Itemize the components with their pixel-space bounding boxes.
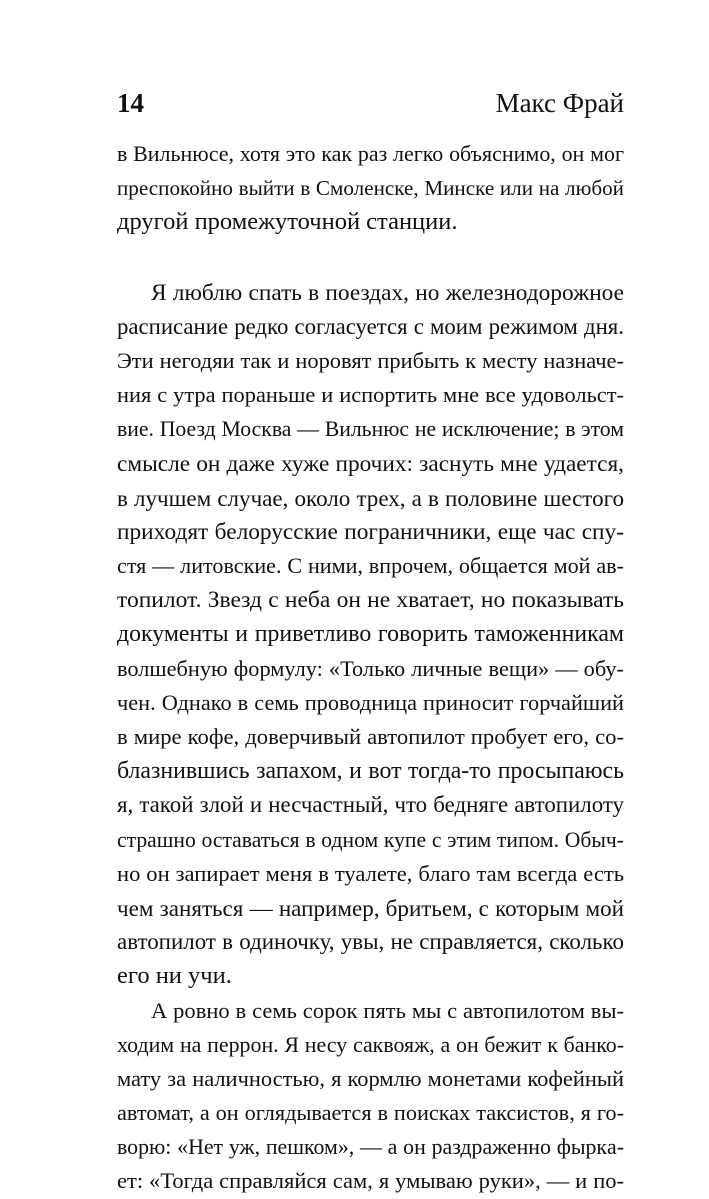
text-line: страшно оставаться в одном купе с этим типом. Обыч- — [117, 827, 624, 852]
page-header — [117, 86, 624, 120]
text-line: расписание редко согласуется с моим режимом дня. — [117, 313, 624, 339]
text-line: но он запирает меня в туалете, благо там всегда есть — [117, 860, 624, 886]
text-line: документы и приветливо говорить таможенникам — [117, 621, 624, 648]
paragraph-1 — [117, 137, 624, 240]
text-line: другой промежуточной станции. — [117, 208, 458, 236]
text-line: в мире кофе, доверчивый автопилот пробует его, со- — [117, 724, 624, 749]
text-line: я, такой злой и несчастный, что бедняге автопилоту — [117, 792, 624, 818]
text-line: в лучшем случае, около трех, а в половине шестого — [117, 484, 624, 511]
paragraph-3 — [117, 994, 624, 1199]
running-head-author: Макс Фрай — [495, 88, 624, 118]
text-line: приходят белорусские пограничники, еще час спу- — [117, 518, 624, 545]
text-line: Я люблю спать в поездах, но железнодорожное — [151, 279, 624, 306]
text-line: смысле он даже хуже прочих: заснуть мне удается, — [117, 450, 624, 477]
paragraph-2 — [117, 276, 624, 994]
text-line: чен. Однако в семь проводница приносит горчайший — [117, 689, 624, 715]
text-line: автопилот в одиночку, увы, не справляется, сколько — [117, 929, 624, 955]
text-line: волшебную формулу: «Только личные вещи» — обу- — [117, 655, 624, 681]
text-line: ворю: «Нет уж, пешком», — а он раздраженно фыркa- — [117, 1135, 624, 1160]
body-text — [117, 137, 624, 1199]
text-line: ния с утра пораньше и испортить мне все удовольст- — [117, 382, 624, 408]
text-line: автомат, а он оглядывается в поисках таксистов, я го- — [117, 1100, 624, 1126]
section-break — [117, 240, 624, 276]
text-line: А ровно в семь сорок пять мы с автопилотом вы- — [151, 997, 624, 1023]
text-line: мату за наличностью, я кормлю монетами кофейный — [117, 1065, 624, 1091]
text-line: чем заняться — например, бритьем, с которым мой — [117, 894, 624, 921]
text-line: его ни учи. — [117, 962, 232, 990]
text-line: ет: «Тогда справляйся сам, я умываю руки», — и по- — [117, 1168, 624, 1194]
text-line: ходим на перрон. Я несу саквояж, а он бежит к банко- — [117, 1031, 624, 1057]
text-line: вие. Поезд Москва — Вильнюс не исключение; в этом — [117, 417, 624, 442]
text-line: Эти негодяи так и норовят прибыть к месту назначе- — [117, 347, 624, 373]
page-number: 14 — [117, 88, 144, 118]
text-line: преспокойно выйти в Смоленске, Минске или на любой — [117, 176, 624, 201]
text-line: блазнившись запахом, и вот тогда-то просыпаюсь — [117, 758, 624, 785]
text-line: топилот. Звезд с неба он не хватает, но показывать — [117, 587, 624, 614]
text-line: в Вильнюсе, хотя это как раз легко объяснимо, он мог — [117, 141, 624, 166]
text-line: стя — литовские. С ними, впрочем, общается мой ав- — [117, 553, 624, 579]
